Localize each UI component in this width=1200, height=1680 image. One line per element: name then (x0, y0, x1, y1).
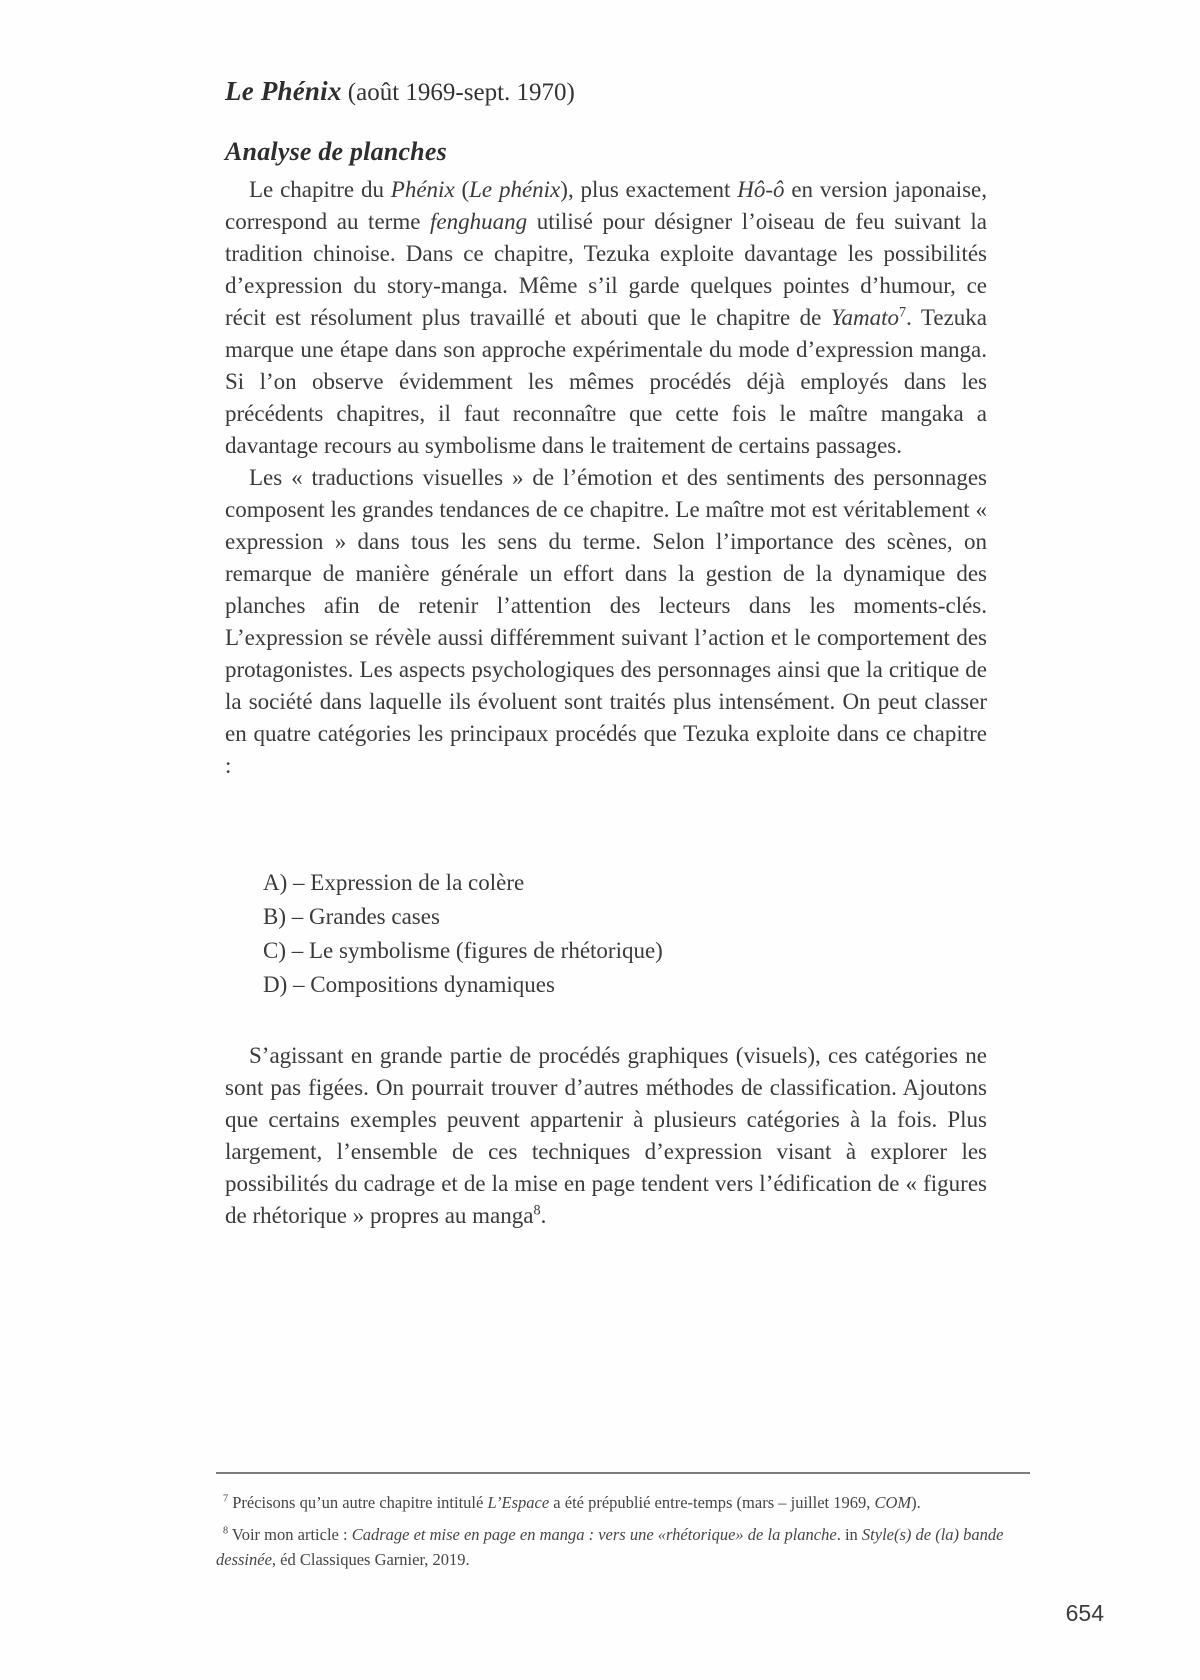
paragraph-intro: Le chapitre du Phénix (Le phénix), plus exactement Hô-ô en version japonaise, correspond au terme fenghuang utilisé pour désigner l’oiseau de feu suivant la tradition chinoise. Dans ce chapitre, Tezuka exploite davantage les possibilités d’expression du story-manga. Même s’il garde quelques pointes d’humour, ce récit est résolument plus travaillé et abouti que le chapitre de Yamato$^7$. Tezuka marque une étape dans son approche expérimentale du mode d’expression manga. Si l’on observe évidemment les mêmes procédés déjà employés dans les précédents chapitres, il faut reconnaître que cette fois le maître mangaka a davantage recours au symbolisme dans le traitement de certains passages. (225, 177, 987, 458)
footnote-7: $^7$ Précisons qu’un autre chapitre intitulé L’Espace a été prépublié entre-temps (mars – juillet 1969, COM). (223, 1493, 921, 1512)
category-item-c: C) – Le symbolisme (figures de rhétorique) (263, 938, 663, 963)
category-item-b: B) – Grandes cases (263, 904, 440, 929)
chapter-heading (225, 74, 987, 110)
paragraph-conclusion: S’agissant en grande partie de procédés graphiques (visuels), ces catégories ne sont pas figées. On pourrait trouver d’autres méthodes de classification. Ajoutons que certains exemples peuvent appartenir à plusieurs catégories à la fois. Plus largement, l’ensemble de ces techniques d’expression visant à explorer les possibilités du cadrage et de la mise en page tendent vers l’édification de « figures de rhétorique » propres au manga$^8$. (225, 1043, 987, 1228)
section-subtitle: Analyse de planches (225, 137, 447, 166)
footnotes-section (216, 1472, 1030, 1579)
footnote-8: $^8$ Voir mon article : Cadrage et mise en page en manga : vers une «rhétorique» de la planche. in Style(s) de (la) bande dessinée, éd Classiques Garnier, 2019. (216, 1525, 1004, 1569)
page-number: 654 (1065, 1600, 1104, 1626)
category-item-a: A) – Expression de la colère (263, 870, 525, 895)
category-item-d: D) – Compositions dynamiques (263, 972, 555, 997)
footnote-divider (216, 1472, 1030, 1474)
paragraph-traductions-visuelles: Les « traductions visuelles » de l’émotion et des sentiments des personnages composent les grandes tendances de ce chapitre. Le maître mot est véritablement « expression » dans tous les sens du terme. Selon l’importance des scènes, on remarque de manière générale un effort dans la gestion de la dynamique des planches afin de retenir l’attention des lecteurs dans les moments-clés. L’expression se révèle aussi différemment suivant l’action et le comportement des protagonistes. Les aspects psychologiques des personnages ainsi que la critique de la société dans laquelle ils évoluent sont traités plus intensément. On peut classer en quatre catégories les principaux procédés que Tezuka exploite dans ce chapitre : (225, 465, 987, 778)
category-list (225, 866, 987, 1002)
page-content (225, 74, 987, 1232)
chapter-dates: (août 1969-sept. 1970) (341, 79, 575, 106)
chapter-title: Le Phénix (225, 76, 342, 106)
